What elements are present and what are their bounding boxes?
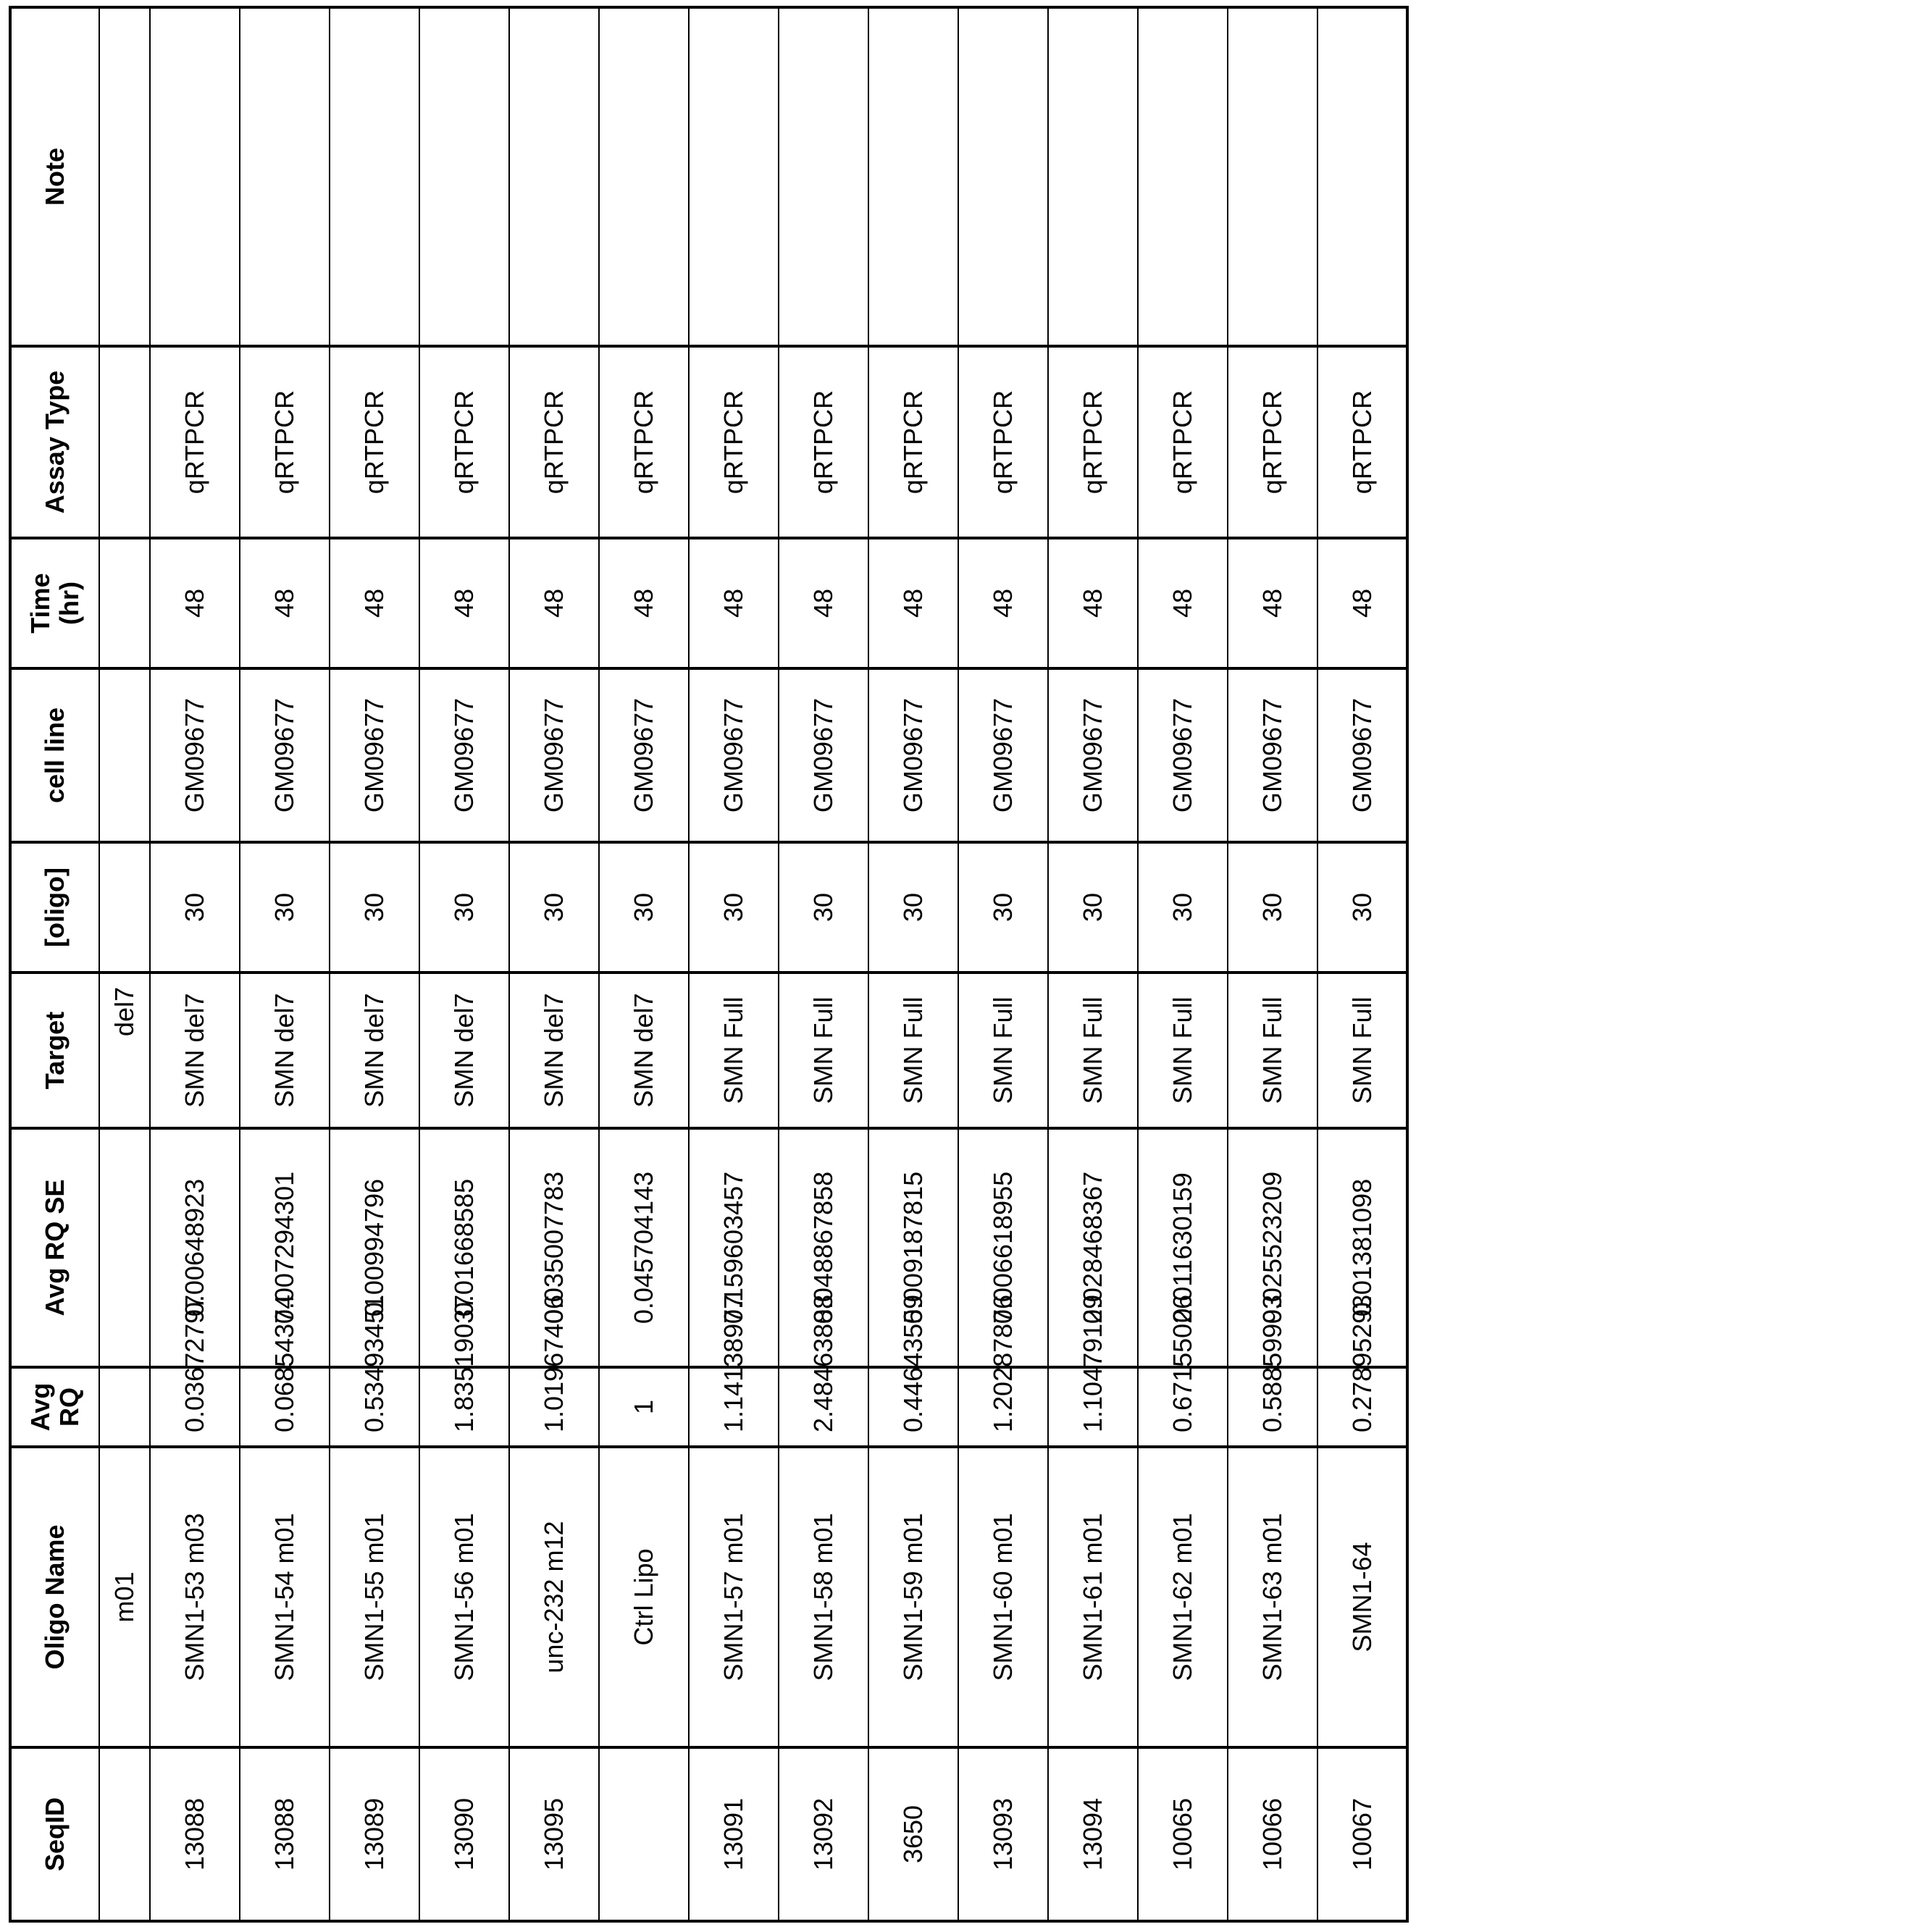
cell-avg-rq: 1.14138977 <box>689 1367 779 1447</box>
cell-target: SMN Full <box>958 973 1048 1128</box>
cell-cell-line: GM09677 <box>958 668 1048 842</box>
table-body <box>99 7 1407 1921</box>
cell-seqid: 10065 <box>1138 1747 1228 1921</box>
cell-note <box>419 7 509 346</box>
cell-cell-line: GM09677 <box>1138 668 1228 842</box>
cell-note <box>509 7 599 346</box>
cell-avg-rq: 0.03672797 <box>150 1367 240 1447</box>
cell-note <box>599 7 689 346</box>
cell-time <box>99 538 150 668</box>
cell-oligo-name: SMN1-53 m03 <box>150 1447 240 1747</box>
cell-target: SMN del7 <box>240 973 330 1128</box>
cell-avg-rq: 0.67155026 <box>1138 1367 1228 1447</box>
cell-avg-rq-se: 0.048867858 <box>779 1128 868 1367</box>
cell-note <box>240 7 330 346</box>
cell-oligo-name: SMN1-60 m01 <box>958 1447 1048 1747</box>
cell-oligo-conc: 30 <box>868 842 958 973</box>
cell-time: 48 <box>509 538 599 668</box>
cell-seqid: 13095 <box>509 1747 599 1921</box>
table-continuation-row <box>99 7 150 1921</box>
cell-oligo-conc: 30 <box>779 842 868 973</box>
cell-note <box>330 7 419 346</box>
cell-target: SMN del7 <box>509 973 599 1128</box>
cell-oligo-name: SMN1-64 <box>1317 1447 1407 1747</box>
cell-cell-line: GM09677 <box>1048 668 1138 842</box>
cell-note <box>1228 7 1317 346</box>
cell-avg-rq: 2.48463888 <box>779 1367 868 1447</box>
cell-oligo-name: SMN1-58 m01 <box>779 1447 868 1747</box>
cell-time: 48 <box>150 538 240 668</box>
cell-note <box>689 7 779 346</box>
cell-seqid: 10066 <box>1228 1747 1317 1921</box>
cell-cell-line: GM09677 <box>330 668 419 842</box>
cell-assay-type: qRTPCR <box>689 346 779 538</box>
cell-assay-type: qRTPCR <box>509 346 599 538</box>
cell-time: 48 <box>779 538 868 668</box>
cell-time: 48 <box>868 538 958 668</box>
table-row <box>330 7 419 1921</box>
cell-target: SMN del7 <box>150 973 240 1128</box>
cell-oligo-conc: 30 <box>330 842 419 973</box>
cell-oligo-conc: 30 <box>509 842 599 973</box>
cell-assay-type: qRTPCR <box>1228 346 1317 538</box>
cell-avg-rq: 0.06854374 <box>240 1367 330 1447</box>
cell-avg-rq <box>99 1367 150 1447</box>
column-header-target: Target <box>10 973 99 1128</box>
column-header-seqid: SeqID <box>10 1747 99 1921</box>
cell-cell-line: GM09677 <box>779 668 868 842</box>
cell-oligo-name: SMN1-54 m01 <box>240 1447 330 1747</box>
cell-target: SMN Full <box>1048 973 1138 1128</box>
cell-assay-type: qRTPCR <box>1317 346 1407 538</box>
cell-oligo-conc: 30 <box>1317 842 1407 973</box>
column-header-oligo-conc: [oligo] <box>10 842 99 973</box>
cell-avg-rq-se: 0.01668585 <box>419 1128 509 1367</box>
cell-time: 48 <box>1228 538 1317 668</box>
cell-target: SMN del7 <box>330 973 419 1128</box>
cell-oligo-name: m01 <box>99 1447 150 1747</box>
cell-oligo-conc <box>99 842 150 973</box>
cell-target: SMN Full <box>779 973 868 1128</box>
cell-avg-rq-se: 0.028468367 <box>1048 1128 1138 1367</box>
cell-seqid: 13090 <box>419 1747 509 1921</box>
cell-assay-type: qRTPCR <box>1138 346 1228 538</box>
column-header-avg-rq: Avg RQ <box>10 1367 99 1447</box>
cell-seqid: 13091 <box>689 1747 779 1921</box>
cell-cell-line: GM09677 <box>1317 668 1407 842</box>
cell-target: SMN Full <box>1317 973 1407 1128</box>
cell-time: 48 <box>330 538 419 668</box>
table-row <box>599 7 689 1921</box>
table-row <box>1048 7 1138 1921</box>
rotated-table-container <box>9 9 1923 1872</box>
column-header-time: Time (hr) <box>10 538 99 668</box>
cell-target: SMN Full <box>689 973 779 1128</box>
cell-target: del7 <box>99 973 150 1128</box>
table-row <box>509 7 599 1921</box>
cell-avg-rq-se: 0.025523209 <box>1228 1128 1317 1367</box>
cell-cell-line: GM09677 <box>150 668 240 842</box>
cell-seqid: 13092 <box>779 1747 868 1921</box>
cell-oligo-conc: 30 <box>1138 842 1228 973</box>
cell-oligo-name: SMN1-59 m01 <box>868 1447 958 1747</box>
cell-note <box>99 7 150 346</box>
table-row <box>1228 7 1317 1921</box>
cell-oligo-name: SMN1-63 m01 <box>1228 1447 1317 1747</box>
cell-note <box>150 7 240 346</box>
cell-target: SMN del7 <box>599 973 689 1128</box>
cell-avg-rq: 1.83519037 <box>419 1367 509 1447</box>
column-header-cell-line: cell line <box>10 668 99 842</box>
cell-avg-rq-se: 0.011630159 <box>1138 1128 1228 1367</box>
table-row <box>419 7 509 1921</box>
cell-assay-type: qRTPCR <box>330 346 419 538</box>
rotation-wrapper <box>9 9 1377 1923</box>
cell-seqid: 13094 <box>1048 1747 1138 1921</box>
cell-cell-line: GM09677 <box>689 668 779 842</box>
cell-cell-line <box>99 668 150 842</box>
table-row <box>689 7 779 1921</box>
cell-seqid: 13088 <box>240 1747 330 1921</box>
cell-target: SMN Full <box>1228 973 1317 1128</box>
cell-oligo-conc: 30 <box>958 842 1048 973</box>
cell-assay-type: qRTPCR <box>150 346 240 538</box>
cell-avg-rq-se: 0.007294301 <box>240 1128 330 1367</box>
cell-time: 48 <box>1138 538 1228 668</box>
cell-cell-line: GM09677 <box>419 668 509 842</box>
cell-seqid: 3650 <box>868 1747 958 1921</box>
table-row <box>240 7 330 1921</box>
cell-time: 48 <box>1048 538 1138 668</box>
cell-cell-line: GM09677 <box>240 668 330 842</box>
cell-avg-rq: 0.58859993 <box>1228 1367 1317 1447</box>
table-row <box>779 7 868 1921</box>
results-table <box>9 6 1409 1923</box>
cell-target: SMN Full <box>1138 973 1228 1128</box>
cell-avg-rq: 1 <box>599 1367 689 1447</box>
cell-cell-line: GM09677 <box>599 668 689 842</box>
cell-time: 48 <box>599 538 689 668</box>
cell-avg-rq-se: 0.01381098 <box>1317 1128 1407 1367</box>
cell-oligo-conc: 30 <box>1048 842 1138 973</box>
cell-avg-rq-se <box>99 1128 150 1367</box>
cell-oligo-conc: 30 <box>689 842 779 973</box>
cell-time: 48 <box>419 538 509 668</box>
cell-note <box>1317 7 1407 346</box>
column-header-avg-rq-se: Avg RQ SE <box>10 1128 99 1367</box>
cell-time: 48 <box>689 538 779 668</box>
cell-oligo-conc: 30 <box>1228 842 1317 973</box>
cell-time: 48 <box>958 538 1048 668</box>
cell-assay-type: qRTPCR <box>1048 346 1138 538</box>
cell-avg-rq-se: 0.009187815 <box>868 1128 958 1367</box>
cell-target: SMN Full <box>868 973 958 1128</box>
cell-oligo-conc: 30 <box>150 842 240 973</box>
cell-cell-line: GM09677 <box>868 668 958 842</box>
cell-time: 48 <box>1317 538 1407 668</box>
table-row <box>958 7 1048 1921</box>
cell-oligo-name: SMN1-62 m01 <box>1138 1447 1228 1747</box>
cell-oligo-name: SMN1-57 m01 <box>689 1447 779 1747</box>
cell-avg-rq: 0.53493451 <box>330 1367 419 1447</box>
column-header-note: Note <box>10 7 99 346</box>
cell-assay-type: qRTPCR <box>599 346 689 538</box>
cell-oligo-conc: 30 <box>240 842 330 973</box>
cell-seqid <box>599 1747 689 1921</box>
cell-avg-rq-se: 0.045704143 <box>599 1128 689 1367</box>
cell-oligo-conc: 30 <box>419 842 509 973</box>
cell-seqid: 10067 <box>1317 1747 1407 1921</box>
cell-avg-rq-se: 0.159603457 <box>689 1128 779 1367</box>
cell-seqid: 13088 <box>150 1747 240 1921</box>
cell-oligo-name: SMN1-56 m01 <box>419 1447 509 1747</box>
cell-avg-rq-se: 0.00994796 <box>330 1128 419 1367</box>
cell-avg-rq: 0.44643559 <box>868 1367 958 1447</box>
cell-target: SMN del7 <box>419 973 509 1128</box>
cell-oligo-conc: 30 <box>599 842 689 973</box>
cell-avg-rq-se: 0.035007783 <box>509 1128 599 1367</box>
table-row <box>1317 7 1407 1921</box>
column-header-assay-type: Assay Type <box>10 346 99 538</box>
cell-assay-type <box>99 346 150 538</box>
cell-note <box>1048 7 1138 346</box>
cell-note <box>1138 7 1228 346</box>
cell-note <box>779 7 868 346</box>
cell-note <box>868 7 958 346</box>
cell-oligo-name: SMN1-61 m01 <box>1048 1447 1138 1747</box>
cell-oligo-name: Ctrl Lipo <box>599 1447 689 1747</box>
cell-seqid: 13089 <box>330 1747 419 1921</box>
cell-avg-rq: 1.01967406 <box>509 1367 599 1447</box>
cell-avg-rq: 1.10479129 <box>1048 1367 1138 1447</box>
cell-assay-type: qRTPCR <box>958 346 1048 538</box>
cell-time: 48 <box>240 538 330 668</box>
cell-assay-type: qRTPCR <box>868 346 958 538</box>
cell-avg-rq-se: 0.006618955 <box>958 1128 1048 1367</box>
cell-oligo-name: SMN1-55 m01 <box>330 1447 419 1747</box>
cell-note <box>958 7 1048 346</box>
cell-seqid: 13093 <box>958 1747 1048 1921</box>
cell-assay-type: qRTPCR <box>419 346 509 538</box>
cell-seqid <box>99 1747 150 1921</box>
cell-avg-rq-se: 0.00648923 <box>150 1128 240 1367</box>
cell-assay-type: qRTPCR <box>779 346 868 538</box>
column-header-oligo-name: Oligo Name <box>10 1447 99 1747</box>
table-row <box>1138 7 1228 1921</box>
table-header-row <box>10 7 99 1921</box>
cell-assay-type: qRTPCR <box>240 346 330 538</box>
cell-avg-rq: 1.20287876 <box>958 1367 1048 1447</box>
cell-oligo-name: unc-232 m12 <box>509 1447 599 1747</box>
cell-cell-line: GM09677 <box>509 668 599 842</box>
table-row <box>150 7 240 1921</box>
cell-cell-line: GM09677 <box>1228 668 1317 842</box>
table-row <box>868 7 958 1921</box>
cell-avg-rq: 0.27895293 <box>1317 1367 1407 1447</box>
